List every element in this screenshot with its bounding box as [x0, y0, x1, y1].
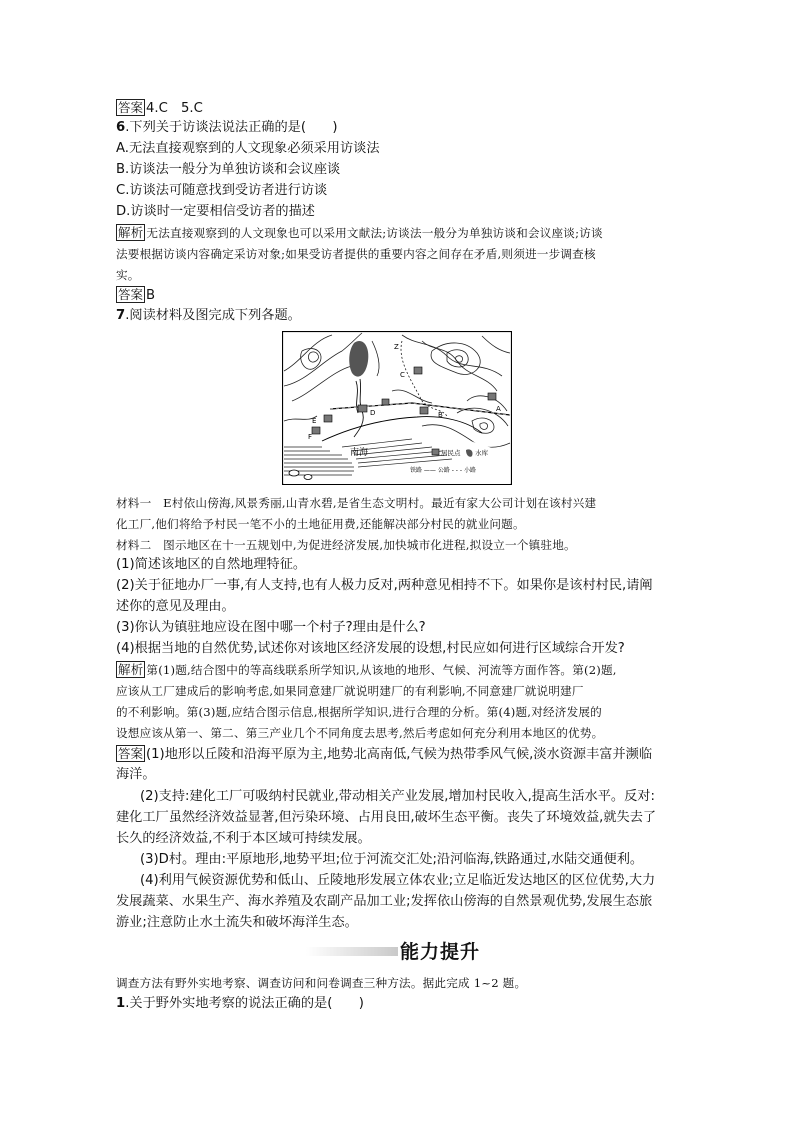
section-banner: [306, 937, 486, 965]
answer-line: 长久的经济效益,不利于本区域可持续发展。: [116, 831, 371, 846]
option-d: D.访谈时一定要相信受访者的描述: [116, 204, 315, 219]
option-c: C.访谈法可随意找到受访者进行访谈: [116, 183, 328, 198]
analysis-line: 应该从工厂建成后的影响考虑,如果同意建厂就说明建厂的有利影响,不同意建厂就说明建厂: [116, 684, 584, 698]
banner-decoration: [306, 947, 398, 956]
analysis-text: 无法直接观察到的人文现象也可以采用文献法;访谈法一般分为单独访谈和会议座谈;访谈: [146, 226, 603, 240]
legend-reservoir-label: 水库: [475, 449, 488, 457]
analysis-line: 的不利影响。第(3)题,应结合图示信息,根据所学知识,进行合理的分析。第(4)题,对经济发展的: [116, 705, 602, 719]
subquestion-line: 述你的意见及理由。: [116, 599, 235, 614]
answer-line: (3)D村。理由:平原地形,地势平坦;位于河流交汇处;沿河临海,铁路通过,水陆交通便利。: [140, 852, 644, 867]
answer-line: 建化工厂虽然经济效益显著,但污染环境、占用良田,破坏生态平衡。丧失了环境效益,就失去了: [116, 810, 657, 825]
answer-tag: 答案: [118, 287, 144, 302]
legend-settlement-icon: [432, 449, 439, 455]
question-6-stem: [116, 119, 686, 137]
question-number: 7: [116, 308, 126, 323]
answer-line: 游业;注意防止水土流失和破坏海洋生态。: [116, 915, 358, 930]
analysis-line: [116, 224, 686, 242]
answer-line: (2)支持:建化工厂可吸纳村民就业,带动相关产业发展,增加村民收入,提高生活水平。反对:: [140, 789, 655, 804]
answer-line: 发展蔬菜、水果生产、海水养殖及农副产品加工业;发挥依山傍海的自然景观优势,发展生态旅: [116, 894, 653, 909]
answer-line: 海洋。: [116, 767, 156, 782]
question-number: 1: [116, 996, 126, 1011]
section-intro: 调查方法有野外实地考察、调查访问和问卷调查三种方法。据此完成 1~2 题。: [116, 976, 527, 990]
answer-line: (4)利用气候资源优势和低山、丘陵地形发展立体农业;立足临近发达地区的区位优势,大力: [140, 873, 656, 888]
analysis-line: 实。: [116, 268, 140, 282]
analysis-line: [116, 661, 686, 679]
village-label-c: C: [400, 371, 405, 379]
village-label-b: B: [438, 411, 443, 419]
village-label-e: E: [312, 417, 317, 425]
question-number: 6: [116, 120, 126, 135]
question-7-stem: [116, 307, 686, 325]
village-label-a: A: [496, 405, 501, 413]
analysis-line: 法要根据访谈内容确定采访对象;如果受访者提供的重要内容之间存在矛盾,则须进一步调查核: [116, 247, 596, 261]
material-line: 化工厂,他们将给予村民一笔不小的土地征用费,还能解决部分村民的就业问题。: [116, 517, 525, 531]
sea-label: 南海: [350, 448, 369, 458]
analysis-tag: 解析: [118, 225, 144, 240]
answer-tag: 答案: [118, 100, 144, 115]
village-label-d: D: [370, 409, 376, 417]
answer-line-q6: [116, 286, 686, 305]
section-title: 能力提升: [400, 941, 481, 963]
legend-routes-label: 铁路 —— 公路 - - - 小路: [410, 467, 476, 474]
question-1-stem: [116, 995, 686, 1013]
material-line: 材料二 图示地区在十一五规划中,为促进经济发展,加快城市化进程,拟设立一个镇驻地。: [116, 538, 576, 552]
topographic-map: [282, 331, 512, 485]
answer-text: 4.C 5.C: [146, 101, 203, 116]
subquestion-line: (3)你认为镇驻地应设在图中哪一个村子?理由是什么?: [116, 620, 426, 635]
legend-settlement-label: 居民点: [441, 449, 461, 457]
question-text: .下列关于访谈法说法正确的是( ): [125, 120, 338, 135]
answer-line-q45: [116, 99, 686, 118]
question-text: .阅读材料及图完成下列各题。: [125, 308, 301, 323]
analysis-line: 设想应该从第一、第二、第三产业几个不同角度去思考,然后考虑如何充分利用本地区的优势。: [116, 726, 604, 740]
subquestion-line: (2)关于征地办厂一事,有人支持,也有人极力反对,两种意见相持不下。如果你是该村村民,请阐: [116, 578, 653, 593]
material-line: 材料一 E村依山傍海,风景秀丽,山青水碧,是省生态文明村。最近有家大公司计划在该村兴建: [116, 496, 597, 510]
option-b: B.访谈法一般分为单独访谈和会议座谈: [116, 162, 341, 177]
answer-tag: 答案: [118, 746, 144, 761]
village-label-z: Z: [394, 343, 399, 351]
subquestion-line: (4)根据当地的自然优势,试述你对该地区经济发展的设想,村民应如何进行区域综合开发?: [116, 641, 625, 656]
answer-line: [116, 745, 686, 764]
answer-text: B: [146, 288, 156, 303]
subquestion-line: (1)简述该地区的自然地理特征。: [116, 557, 307, 572]
analysis-text: 第(1)题,结合图中的等高线联系所学知识,从该地的地形、气候、河流等方面作答。第(2)题,: [146, 663, 617, 677]
question-text: .关于野外实地考察的说法正确的是( ): [125, 996, 364, 1011]
village-label-f: F: [308, 433, 313, 441]
option-a: A.无法直接观察到的人文现象必须采用访谈法: [116, 141, 380, 156]
analysis-tag: 解析: [118, 662, 144, 677]
answer-text: (1)地形以丘陵和沿海平原为主,地势北高南低,气候为热带季风气候,淡水资源丰富并濒临: [146, 747, 653, 762]
